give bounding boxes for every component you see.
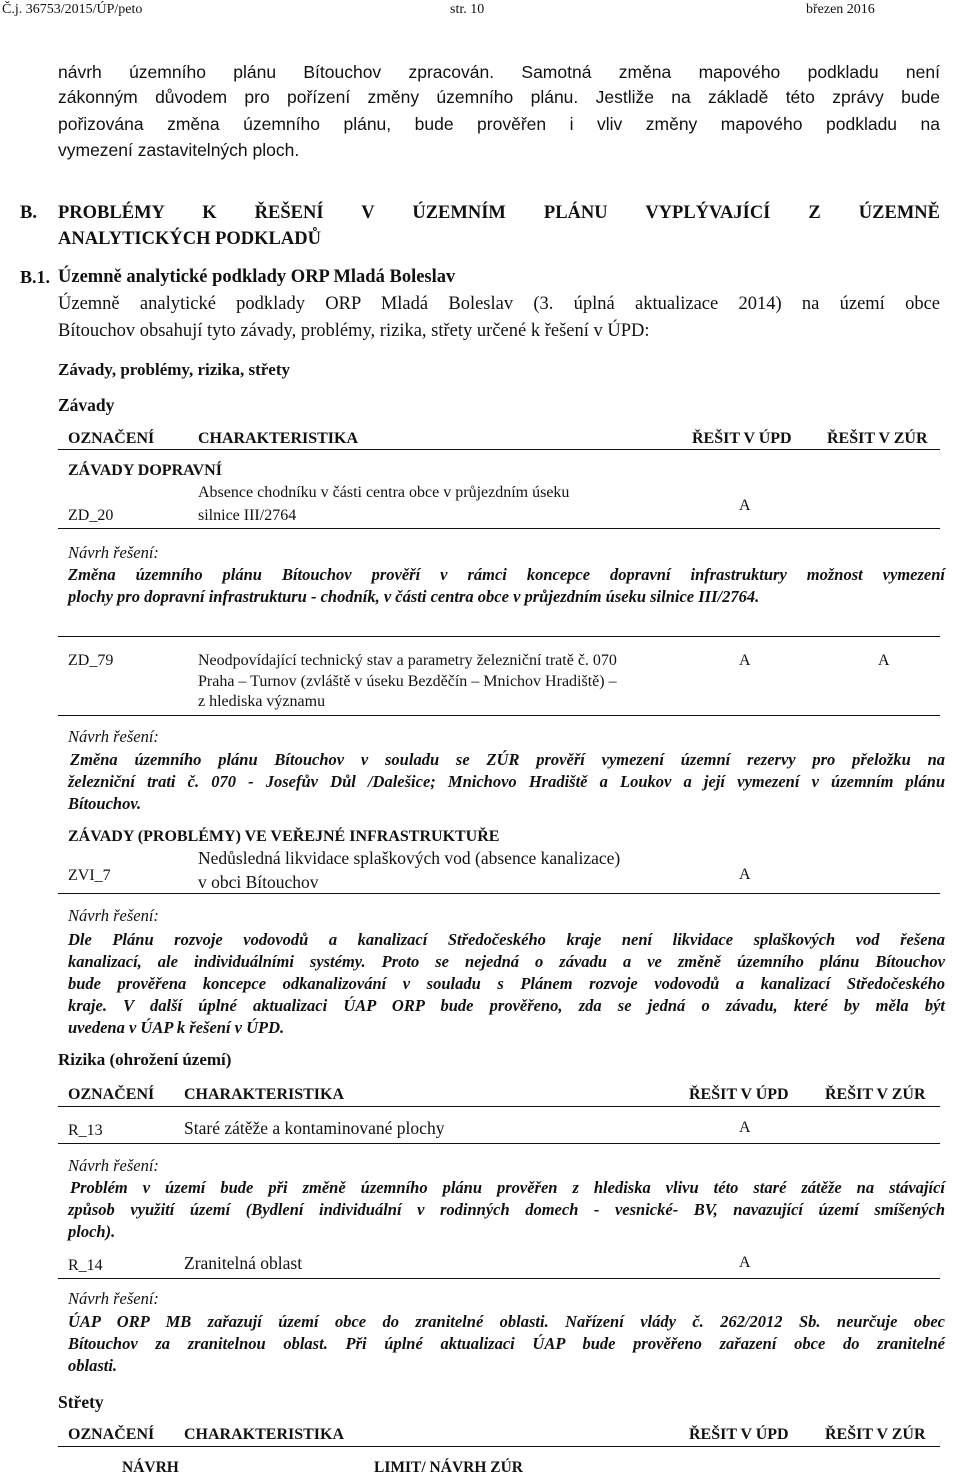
row-characteristic: Praha – Turnov (zvláště v úseku Bezděčín – Mnichov Hradiště) –	[198, 673, 617, 690]
rizika-heading: Rizika (ohrožení území)	[58, 1050, 232, 1069]
row-id: ZD_20	[68, 507, 114, 524]
proposal-text: způsob využití území (Bydlení individuální v rodinných domech - vesnické- BV, navazující území smíšených	[68, 1200, 945, 1219]
proposal-text: bude prověřena koncepce odkanalizování v souladu s Plánem rozvoje vodovodů a kanalizací Středočeského	[68, 974, 945, 993]
row-resolve-upd: A	[739, 497, 751, 514]
intro-line: vymezení zastavitelných ploch.	[58, 140, 300, 160]
row-id: R_14	[68, 1257, 103, 1274]
proposal-text: uvedena v ÚAP k řešení v ÚPD.	[68, 1018, 285, 1037]
document-date: březen 2016	[806, 2, 875, 17]
row-resolve-upd: A	[739, 652, 751, 669]
proposal-label: Návrh řešení:	[68, 1156, 159, 1175]
row-characteristic: Staré zátěže a kontaminované plochy	[184, 1118, 445, 1138]
proposal-text: Změna územního plánu Bítouchov v souladu se ZÚR prověří vymezení územní rezervy pro přeložku na	[70, 750, 945, 769]
section-number: B.	[20, 203, 37, 223]
col-resolve-zur: ŘEŠIT V ZÚR	[827, 430, 928, 447]
proposal-text: oblasti.	[68, 1356, 118, 1375]
row-resolve-zur: A	[878, 652, 890, 669]
subsection-text: Územně analytické podklady ORP Mladá Boleslav (3. úplná aktualizace 2014) na území obce	[58, 294, 940, 314]
row-id: ZVI_7	[68, 867, 111, 884]
col-characteristic: CHARAKTERISTIKA	[198, 430, 359, 447]
group-heading: ZÁVADY (PROBLÉMY) VE VEŘEJNÉ INFRASTRUKTUŘE	[68, 828, 500, 845]
proposal-text: Bítouchov za zranitelnou oblast. Při úplné aktualizaci ÚAP bude prověřeno zařazení obce do zranitelné	[68, 1334, 945, 1353]
section-title: PROBLÉMY K ŘEŠENÍ V ÚZEMNÍM PLÁNU VYPLÝVAJÍCÍ Z ÚZEMNĚ	[58, 203, 940, 223]
proposal-text: ÚAP ORP MB zařazují území obce do zranitelné oblasti. Nařízení vlády č. 262/2012 Sb. neurčuje obec	[68, 1312, 945, 1331]
proposal-label: Návrh řešení:	[68, 906, 159, 925]
zavady-heading: Závady	[58, 395, 115, 415]
divider	[58, 893, 940, 894]
subheading: Závady, problémy, rizika, střety	[58, 360, 291, 379]
divider	[58, 1446, 940, 1447]
row-characteristic: Nedůsledná likvidace splaškových vod (absence kanalizace)	[198, 848, 621, 868]
row-resolve-upd: A	[739, 866, 751, 883]
row-characteristic: z hlediska významu	[198, 693, 326, 710]
proposal-text: Problém v území bude při změně územního plánu prověřen z hlediska vlivu této staré zátěže na stávající	[70, 1178, 945, 1197]
proposal-label: Návrh řešení:	[68, 543, 159, 562]
row-resolve-upd: A	[739, 1254, 751, 1271]
row-resolve-upd: A	[739, 1119, 751, 1136]
intro-line: pořizována změna územního plánu, bude prověřen i vliv změny mapového podkladu na	[58, 114, 940, 134]
proposal-text: kraje. V další úplné aktualizaci ÚAP ORP bude prověřeno, zda se jedná o závadu, které by měla být	[68, 996, 945, 1015]
divider	[58, 528, 940, 529]
row-characteristic: Zranitelná oblast	[184, 1253, 303, 1273]
row-id: R_13	[68, 1122, 103, 1139]
col-resolve-zur: ŘEŠIT V ZÚR	[825, 1426, 926, 1443]
sub-col-limit: LIMIT/ NÁVRH ZÚR	[374, 1459, 523, 1476]
divider	[58, 1106, 940, 1107]
group-heading: ZÁVADY DOPRAVNÍ	[68, 462, 222, 479]
row-characteristic: Neodpovídající technický stav a parametry železniční tratě č. 070	[198, 652, 617, 669]
section-title-cont: ANALYTICKÝCH PODKLADŮ	[58, 229, 321, 249]
col-characteristic: CHARAKTERISTIKA	[184, 1086, 345, 1103]
col-label: OZNAČENÍ	[68, 430, 155, 447]
proposal-text: železniční trati č. 070 - Josefův Důl /Dalešice; Mnichovo Hradiště a Loukov a její vymezení v územním plánu	[68, 772, 945, 791]
divider	[58, 1143, 940, 1144]
intro-line: návrh územního plánu Bítouchov zpracován. Samotná změna mapového podkladu není	[58, 62, 940, 82]
divider	[58, 449, 940, 450]
row-characteristic: Absence chodníku v části centra obce v průjezdním úseku	[198, 484, 570, 501]
row-characteristic: silnice III/2764	[198, 507, 297, 524]
proposal-text: kanalizací, ale individuálními systémy. Proto se nejedná o závadu a ve změně územního plánu Bítouchov	[68, 952, 945, 971]
proposal-text: Bítouchov.	[68, 794, 142, 813]
divider	[58, 1278, 940, 1279]
subsection-text: Bítouchov obsahují tyto závady, problémy, rizika, střety určené k řešení v ÚPD:	[58, 321, 650, 341]
col-label: OZNAČENÍ	[68, 1086, 155, 1103]
strety-heading: Střety	[58, 1392, 104, 1412]
proposal-label: Návrh řešení:	[68, 1289, 159, 1308]
col-resolve-upd: ŘEŠIT V ÚPD	[692, 430, 792, 447]
proposal-text: Dle Plánu rozvoje vodovodů a kanalizací Středočeského kraje není likvidace splaškových vod řešena	[68, 930, 945, 949]
intro-line: zákonným důvodem pro pořízení změny územního plánu. Jestliže na základě této zprávy bude	[58, 87, 940, 107]
col-characteristic: CHARAKTERISTIKA	[184, 1426, 345, 1443]
divider	[58, 715, 940, 716]
sub-col-navrh: NÁVRH	[122, 1459, 179, 1476]
subsection-title: Územně analytické podklady ORP Mladá Boleslav	[58, 267, 456, 287]
col-resolve-upd: ŘEŠIT V ÚPD	[689, 1086, 789, 1103]
col-resolve-zur: ŘEŠIT V ZÚR	[825, 1086, 926, 1103]
proposal-label: Návrh řešení:	[68, 727, 159, 746]
subsection-number: B.1.	[20, 267, 51, 287]
document-reference: Č.j. 36753/2015/ÚP/peto	[2, 2, 143, 17]
col-resolve-upd: ŘEŠIT V ÚPD	[689, 1426, 789, 1443]
proposal-text: ploch).	[68, 1222, 116, 1241]
divider	[58, 636, 940, 637]
row-characteristic: v obci Bítouchov	[198, 872, 319, 892]
proposal-text: plochy pro dopravní infrastrukturu - chodník, v části centra obce v průjezdním úseku silnice III/2764.	[68, 587, 760, 606]
col-label: OZNAČENÍ	[68, 1426, 155, 1443]
row-id: ZD_79	[68, 652, 114, 669]
proposal-text: Změna územního plánu Bítouchov prověří v rámci koncepce dopravní infrastruktury možnost vymezení	[68, 565, 945, 584]
page-number: str. 10	[450, 2, 485, 17]
